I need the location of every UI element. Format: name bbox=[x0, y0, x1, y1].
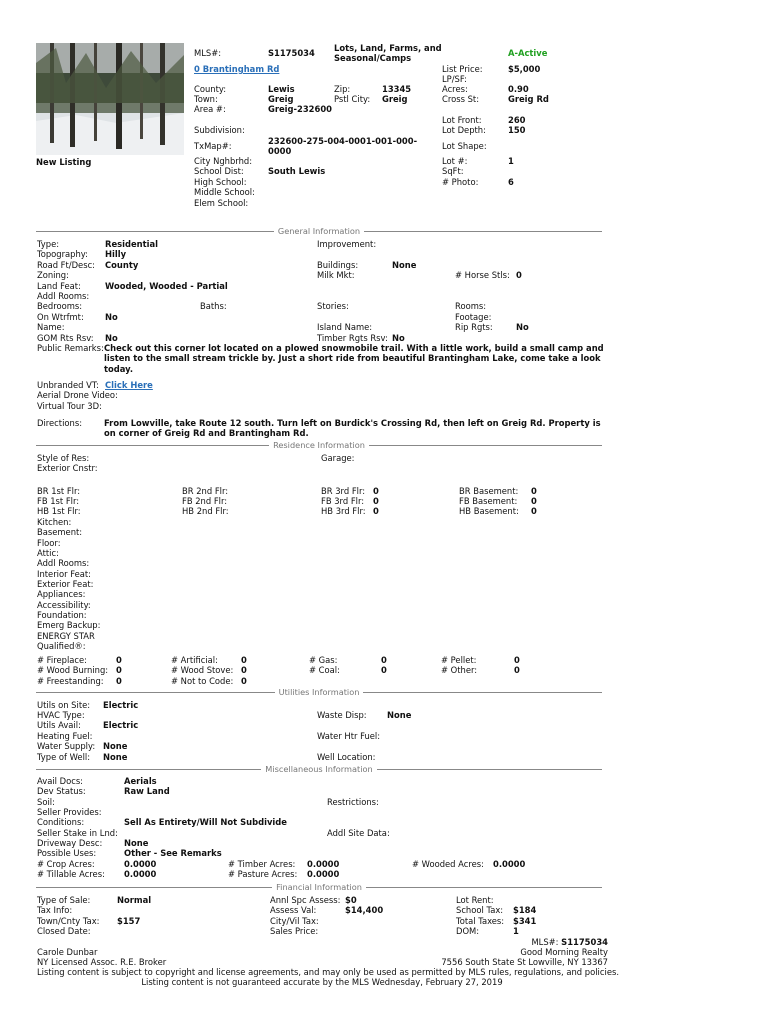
acres-label: Acres: bbox=[442, 84, 468, 94]
utils-on-site-label: Utils on Site: bbox=[37, 700, 91, 710]
wooded-acres-label: # Wooded Acres: bbox=[412, 859, 484, 869]
dom-value: 1 bbox=[513, 926, 519, 936]
name-label: Name: bbox=[37, 322, 65, 332]
zoning-label: Zoning: bbox=[37, 270, 69, 280]
sqft-label: SqFt: bbox=[442, 166, 464, 176]
virtual-tour-link[interactable]: Click Here bbox=[105, 380, 153, 390]
garage-label: Garage: bbox=[321, 453, 355, 463]
soil-label: Soil: bbox=[37, 797, 55, 807]
avail-docs-label: Avail Docs: bbox=[37, 776, 84, 786]
office-address: 7556 South State St Lowville, NY 13367 bbox=[441, 957, 608, 967]
possible-uses-value: Other - See Remarks bbox=[124, 848, 222, 858]
on-wtrfmt-label: On Wtrfmt: bbox=[37, 312, 84, 322]
water-supply-label: Water Supply: bbox=[37, 741, 96, 751]
mls-label: MLS#: bbox=[194, 48, 222, 58]
gas-label: # Gas: bbox=[309, 655, 338, 665]
drone-video-label: Aerial Drone Video: bbox=[37, 390, 118, 400]
bedrooms-label: Bedrooms: bbox=[37, 301, 83, 311]
status-badge: A-Active bbox=[508, 48, 548, 58]
type-label: Type: bbox=[37, 239, 60, 249]
res-field-basement: Basement: bbox=[37, 527, 83, 537]
wooded-acres-value: 0.0000 bbox=[493, 859, 526, 869]
cross-st-label: Cross St: bbox=[442, 94, 480, 104]
fb-3rd-label: FB 3rd Flr: bbox=[321, 496, 365, 506]
tillable-acres-label: # Tillable Acres: bbox=[37, 869, 105, 879]
fireplace-label: # Fireplace: bbox=[37, 655, 87, 665]
fireplace-value: 0 bbox=[116, 655, 122, 665]
subdivision-label: Subdivision: bbox=[194, 125, 245, 135]
total-taxes-label: Total Taxes: bbox=[456, 916, 505, 926]
br-1st-label: BR 1st Flr: bbox=[37, 486, 81, 496]
town-cnty-tax-value: $157 bbox=[117, 916, 141, 926]
gom-rts-value: No bbox=[105, 333, 118, 343]
county-label: County: bbox=[194, 84, 227, 94]
area-value: Greig-232600 bbox=[268, 104, 332, 114]
addl-site-data-label: Addl Site Data: bbox=[327, 828, 390, 838]
horse-stalls-label: # Horse Stls: bbox=[455, 270, 510, 280]
closed-date-label: Closed Date: bbox=[37, 926, 91, 936]
utils-on-site-value: Electric bbox=[103, 700, 139, 710]
conditions-label: Conditions: bbox=[37, 817, 85, 827]
rooms-label: Rooms: bbox=[455, 301, 487, 311]
city-vil-tax-label: City/Vil Tax: bbox=[270, 916, 319, 926]
agent-license: NY Licensed Assoc. R.E. Broker bbox=[37, 957, 167, 967]
artificial-value: 0 bbox=[241, 655, 247, 665]
type-of-sale-value: Normal bbox=[117, 895, 152, 905]
hb-3rd-value: 0 bbox=[373, 506, 379, 516]
timber-acres-label: # Timber Acres: bbox=[228, 859, 296, 869]
res-field-emerg-backup: Emerg Backup: bbox=[37, 620, 101, 630]
fb-2nd-label: FB 2nd Flr: bbox=[182, 496, 228, 506]
rip-rgts-label: Rip Rgts: bbox=[455, 322, 493, 332]
not-to-code-label: # Not to Code: bbox=[171, 676, 234, 686]
high-school-label: High School: bbox=[194, 177, 247, 187]
annl-spc-assess-value: $0 bbox=[345, 895, 357, 905]
restrictions-label: Restrictions: bbox=[327, 797, 379, 807]
total-taxes-value: $341 bbox=[513, 916, 537, 926]
school-dist-value: South Lewis bbox=[268, 166, 326, 176]
section-general bbox=[36, 226, 602, 236]
county-value: Lewis bbox=[268, 84, 295, 94]
directions-label: Directions: bbox=[37, 418, 83, 428]
hb-basement-label: HB Basement: bbox=[459, 506, 519, 516]
area-label: Area #: bbox=[194, 104, 226, 114]
hvac-type-label: HVAC Type: bbox=[37, 710, 85, 720]
town-label: Town: bbox=[194, 94, 218, 104]
taxmap-value: 232600-275-004-0001-001-000-0000 bbox=[268, 136, 418, 157]
driveway-value: None bbox=[124, 838, 149, 848]
utils-avail-value: Electric bbox=[103, 720, 139, 730]
conditions-value: Sell As Entirety/Will Not Subdivide bbox=[124, 817, 287, 827]
lot-depth-label: Lot Depth: bbox=[442, 125, 486, 135]
lot-no-label: Lot #: bbox=[442, 156, 468, 166]
waste-disp-value: None bbox=[387, 710, 412, 720]
res-field-kitchen: Kitchen: bbox=[37, 517, 72, 527]
island-name-label: Island Name: bbox=[317, 322, 373, 332]
public-remarks-label: Public Remarks: bbox=[37, 343, 104, 353]
mls-number: S1175034 bbox=[268, 48, 315, 58]
type-of-well-value: None bbox=[103, 752, 128, 762]
zip-label: Zip: bbox=[334, 84, 351, 94]
utils-avail-label: Utils Avail: bbox=[37, 720, 81, 730]
stories-label: Stories: bbox=[317, 301, 349, 311]
type-of-well-label: Type of Well: bbox=[37, 752, 91, 762]
res-field-attic: Attic: bbox=[37, 548, 59, 558]
pstl-city-label: Pstl City: bbox=[334, 94, 371, 104]
list-price: $5,000 bbox=[508, 64, 541, 74]
new-listing-label: New Listing bbox=[36, 157, 92, 167]
road-label: Road Ft/Desc: bbox=[37, 260, 95, 270]
annl-spc-assess-label: Annl Spc Assess: bbox=[270, 895, 341, 905]
school-tax-label: School Tax: bbox=[456, 905, 504, 915]
hb-basement-value: 0 bbox=[531, 506, 537, 516]
photo-count-value: 6 bbox=[508, 177, 514, 187]
section-utilities bbox=[36, 687, 602, 697]
disclaimer-line-1: Listing content is subject to copyright and license agreements, and may only be used as permitted by MLS rules, regulations, and policies. bbox=[37, 967, 619, 977]
res-field-floor: Floor: bbox=[37, 538, 61, 548]
crop-acres-label: # Crop Acres: bbox=[37, 859, 95, 869]
res-field-accessibility: Accessibility: bbox=[37, 600, 91, 610]
assess-val-label: Assess Val: bbox=[270, 905, 317, 915]
footer-mls bbox=[531, 937, 608, 947]
wood-stove-label: # Wood Stove: bbox=[171, 665, 234, 675]
unbranded-vt-label: Unbranded VT: bbox=[37, 380, 99, 390]
section-residence bbox=[36, 440, 602, 450]
wood-burning-label: # Wood Burning: bbox=[37, 665, 109, 675]
section-financial-title: Financial Information bbox=[272, 882, 366, 892]
virtual-tour-3d-label: Virtual Tour 3D: bbox=[37, 401, 102, 411]
dev-status-value: Raw Land bbox=[124, 786, 170, 796]
pellet-label: # Pellet: bbox=[441, 655, 477, 665]
crop-acres-value: 0.0000 bbox=[124, 859, 157, 869]
section-misc bbox=[36, 764, 602, 774]
listing-photo-image bbox=[36, 43, 184, 155]
seller-provides-label: Seller Provides: bbox=[37, 807, 102, 817]
exterior-cnstr-label: Exterior Cnstr: bbox=[37, 463, 98, 473]
cross-st-value: Greig Rd bbox=[508, 94, 549, 104]
buildings-label: Buildings: bbox=[317, 260, 359, 270]
section-utilities-title: Utilities Information bbox=[275, 687, 364, 697]
timber-acres-value: 0.0000 bbox=[307, 859, 340, 869]
land-feat-label: Land Feat: bbox=[37, 281, 81, 291]
br-basement-label: BR Basement: bbox=[459, 486, 519, 496]
town-cnty-tax-label: Town/Cnty Tax: bbox=[37, 916, 100, 926]
res-field-appliances: Appliances: bbox=[37, 589, 86, 599]
wood-stove-value: 0 bbox=[241, 665, 247, 675]
well-location-label: Well Location: bbox=[317, 752, 376, 762]
freestanding-value: 0 bbox=[116, 676, 122, 686]
pasture-acres-label: # Pasture Acres: bbox=[228, 869, 298, 879]
horse-stalls-value: 0 bbox=[516, 270, 522, 280]
water-supply-value: None bbox=[103, 741, 128, 751]
type-of-sale-label: Type of Sale: bbox=[37, 895, 91, 905]
lot-shape-label: Lot Shape: bbox=[442, 141, 487, 151]
directions-text: From Lowville, take Route 12 south. Turn left on Burdick's Crossing Rd, then left on Greig Rd. Property is on corner of Greig Rd and Brantingham Rd. bbox=[104, 418, 601, 439]
br-basement-value: 0 bbox=[531, 486, 537, 496]
fb-3rd-value: 0 bbox=[373, 496, 379, 506]
addl-rooms-label: Addl Rooms: bbox=[37, 291, 90, 301]
section-financial bbox=[36, 882, 602, 892]
lpsf-label: LP/SF: bbox=[442, 74, 467, 84]
land-feat-value: Wooded, Wooded - Partial bbox=[105, 281, 228, 291]
freestanding-label: # Freestanding: bbox=[37, 676, 104, 686]
heating-fuel-label: Heating Fuel: bbox=[37, 731, 93, 741]
gas-value: 0 bbox=[381, 655, 387, 665]
sales-price-label: Sales Price: bbox=[270, 926, 319, 936]
lot-front-label: Lot Front: bbox=[442, 115, 482, 125]
fb-basement-label: FB Basement: bbox=[459, 496, 518, 506]
timber-rgts-label: Timber Rgts Rsv: bbox=[317, 333, 388, 343]
dom-label: DOM: bbox=[456, 926, 480, 936]
hb-3rd-label: HB 3rd Flr: bbox=[321, 506, 366, 516]
water-htr-fuel-label: Water Htr Fuel: bbox=[317, 731, 381, 741]
section-residence-title: Residence Information bbox=[269, 440, 369, 450]
on-wtrfmt-value: No bbox=[105, 312, 118, 322]
city-nghbrhd-label: City Nghbrhd: bbox=[194, 156, 253, 166]
seller-stake-label: Seller Stake in Lnd: bbox=[37, 828, 118, 838]
footer-mls-label: MLS#: bbox=[531, 937, 559, 947]
baths-label: Baths: bbox=[200, 301, 227, 311]
fb-1st-label: FB 1st Flr: bbox=[37, 496, 80, 506]
pasture-acres-value: 0.0000 bbox=[307, 869, 340, 879]
buildings-value: None bbox=[392, 260, 417, 270]
lot-depth-value: 150 bbox=[508, 125, 526, 135]
list-price-label: List Price: bbox=[442, 64, 483, 74]
photo-count-label: # Photo: bbox=[442, 177, 479, 187]
topography-value: Hilly bbox=[105, 249, 127, 259]
avail-docs-value: Aerials bbox=[124, 776, 157, 786]
lot-front-value: 260 bbox=[508, 115, 526, 125]
res-field-addl-rooms: Addl Rooms: bbox=[37, 558, 90, 568]
res-field-qualified: Qualified®: bbox=[37, 641, 86, 651]
wood-burning-value: 0 bbox=[116, 665, 122, 675]
agent-name: Carole Dunbar bbox=[37, 947, 98, 957]
hb-2nd-label: HB 2nd Flr: bbox=[182, 506, 229, 516]
topography-label: Topography: bbox=[37, 249, 88, 259]
artificial-label: # Artificial: bbox=[171, 655, 218, 665]
hb-1st-label: HB 1st Flr: bbox=[37, 506, 81, 516]
res-field-exterior-feat: Exterior Feat: bbox=[37, 579, 94, 589]
fb-basement-value: 0 bbox=[531, 496, 537, 506]
other-value: 0 bbox=[514, 665, 520, 675]
res-field-foundation: Foundation: bbox=[37, 610, 87, 620]
elem-school-label: Elem School: bbox=[194, 198, 249, 208]
listing-photo[interactable] bbox=[36, 43, 184, 155]
coal-label: # Coal: bbox=[309, 665, 340, 675]
lot-rent-label: Lot Rent: bbox=[456, 895, 494, 905]
tillable-acres-value: 0.0000 bbox=[124, 869, 157, 879]
dev-status-label: Dev Status: bbox=[37, 786, 86, 796]
tax-info-label: Tax Info: bbox=[37, 905, 73, 915]
br-3rd-label: BR 3rd Flr: bbox=[321, 486, 366, 496]
acres-value: 0.90 bbox=[508, 84, 529, 94]
section-general-title: General Information bbox=[274, 226, 364, 236]
not-to-code-value: 0 bbox=[241, 676, 247, 686]
taxmap-label: TxMap#: bbox=[194, 141, 232, 151]
assess-val-value: $14,400 bbox=[345, 905, 384, 915]
res-field-interior-feat: Interior Feat: bbox=[37, 569, 91, 579]
type-value: Residential bbox=[105, 239, 159, 249]
driveway-label: Driveway Desc: bbox=[37, 838, 103, 848]
pellet-value: 0 bbox=[514, 655, 520, 665]
zip-value: 13345 bbox=[382, 84, 412, 94]
office-name: Good Morning Realty bbox=[520, 947, 608, 957]
milk-mkt-label: Milk Mkt: bbox=[317, 270, 355, 280]
waste-disp-label: Waste Disp: bbox=[317, 710, 367, 720]
school-tax-value: $184 bbox=[513, 905, 537, 915]
coal-value: 0 bbox=[381, 665, 387, 675]
section-misc-title: Miscellaneous Information bbox=[261, 764, 376, 774]
pstl-city-value: Greig bbox=[382, 94, 408, 104]
improvement-label: Improvement: bbox=[317, 239, 377, 249]
school-dist-label: School Dist: bbox=[194, 166, 244, 176]
footage-label: Footage: bbox=[455, 312, 492, 322]
possible-uses-label: Possible Uses: bbox=[37, 848, 97, 858]
gom-rts-label: GOM Rts Rsv: bbox=[37, 333, 94, 343]
town-value: Greig bbox=[268, 94, 294, 104]
res-field-energy-star: ENERGY STAR bbox=[37, 631, 95, 641]
br-3rd-value: 0 bbox=[373, 486, 379, 496]
other-label: # Other: bbox=[441, 665, 478, 675]
footer-mls-number: S1175034 bbox=[561, 937, 608, 947]
rip-rgts-value: No bbox=[516, 322, 529, 332]
disclaimer-line-2: Listing content is not guaranteed accurate by the MLS Wednesday, February 27, 2019 bbox=[141, 977, 503, 987]
middle-school-label: Middle School: bbox=[194, 187, 255, 197]
lot-no-value: 1 bbox=[508, 156, 514, 166]
listing-category: Lots, Land, Farms, and Seasonal/Camps bbox=[334, 43, 442, 64]
road-value: County bbox=[105, 260, 139, 270]
public-remarks: Check out this corner lot located on a plowed snowmobile trail. With a little work, build a small camp and listen to the small stream trickle by. Just a short ride from beautiful Brantingham Lake, come take a look today. bbox=[104, 343, 604, 374]
br-2nd-label: BR 2nd Flr: bbox=[182, 486, 229, 496]
style-of-res-label: Style of Res: bbox=[37, 453, 90, 463]
address-link[interactable]: 0 Brantingham Rd bbox=[194, 64, 280, 74]
timber-rgts-value: No bbox=[392, 333, 405, 343]
